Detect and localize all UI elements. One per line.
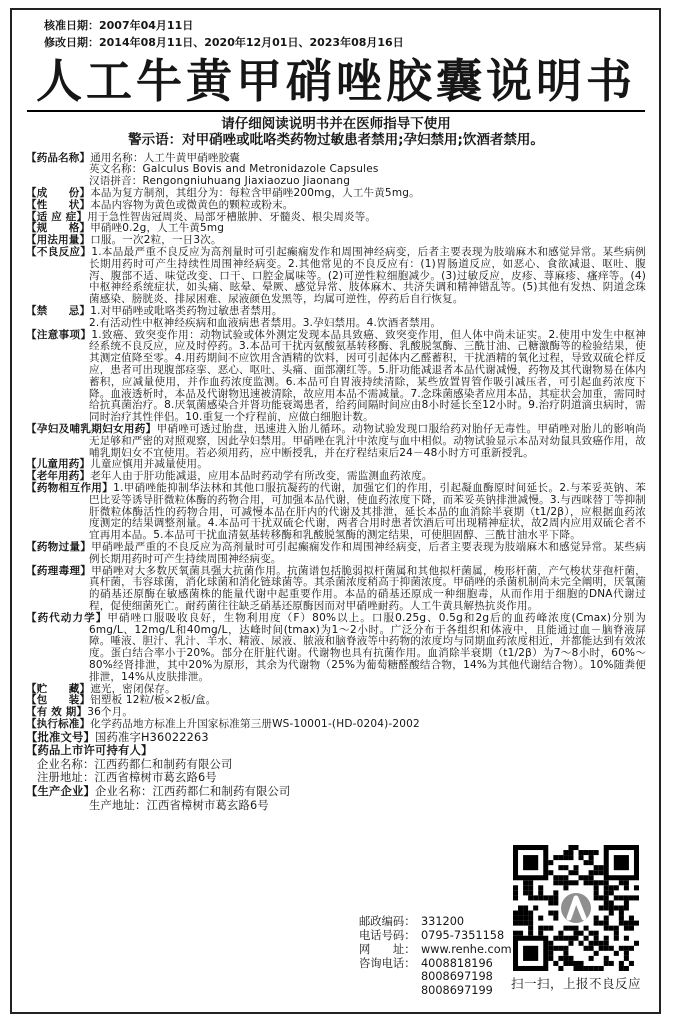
section-label: 【孕妇及哺乳期妇女用药】 [26, 422, 157, 435]
section-overdose [26, 542, 646, 566]
section-text: 老年人由于肝功能减退，应用本品时药动学有所改变，需监测血药浓度。 [90, 470, 433, 483]
section-pharmacokinetics [26, 613, 646, 684]
section-text: 甲硝唑最严重的不良反应为高剂量时可引起癫痫发作和周围神经病变，后者主要表现为肢端麻木和感觉异常。某些病例长期用药时可产生持续周围神经病变。 [89, 540, 646, 565]
section-text: 36个月。 [87, 706, 134, 719]
section-text: 口服。一次2粒，一日3次。 [90, 234, 222, 247]
revision-date: 修改日期：2014年08月11日、2020年12月01日、2023年08月16日 [44, 35, 404, 49]
section-text: 甲硝唑口服吸收良好，生物利用度（F）80%以上。口服0.25g、0.5g和2g后的血药峰浓度(Cmax)分别为6mg/L、12mg/L和40mg/L，达峰时间(tmax)为1～2小时。广泛分布于各组织和体液中，且能通过血－脑脊液屏障。唾液、胆汁、乳汁、羊水、精液、尿液、脓液和脑脊液等中药物的浓度均与同期血药浓度相近，并都能达到有效浓度。蛋白结合率小于20%。部分在肝脏代谢。代谢物也具有抗菌作用。血消除半衰期（t1/2β）为7～8小时，60%～80%经肾排泄，其中20%为原形，其余为代谢物（25%为葡萄糖醛酸结合物，14%为其他代谢结合物）。10%随粪便排泄，14%从皮肤排泄。 [89, 611, 647, 683]
document-title: 人工牛黄甲硝唑胶囊说明书 [36, 54, 636, 108]
section-label: 【不良反应】 [26, 246, 92, 259]
section-manufacturer [26, 785, 361, 812]
hotline-row: 咨询电话： 4008818196 [359, 956, 493, 970]
postal-code-row: 邮政编码： 331200 [359, 915, 465, 929]
generic-name-line: 通用名称：人工牛黄甲硝唑胶囊 [90, 151, 241, 164]
section-pharmacology-toxicology [26, 566, 646, 613]
section-text: 遮光，密闭保存。 [90, 682, 176, 695]
section-text: 化学药品地方标准上升国家标准第三册WS-10001-(HD-0204)-2002 [90, 717, 420, 730]
bottom-left-block [26, 731, 361, 813]
warning-statement: 警示语：对甲硝唑或吡咯类药物过敏患者禁用;孕妇禁用;饮酒者禁用。 [128, 131, 544, 148]
title-divider [27, 110, 645, 112]
section-label: 【注意事项】 [26, 328, 92, 341]
date-block [44, 18, 646, 51]
contact-block [359, 915, 512, 998]
adverse-reaction-report-qr [508, 845, 644, 992]
section-label: 【药物相互作用】 [26, 481, 114, 494]
section-precautions [26, 330, 646, 424]
section-text: 甲硝唑0.2g，人工牛黄5mg [90, 222, 225, 235]
section-text: 国药准字H36022263 [94, 730, 209, 744]
section-standard [26, 719, 646, 731]
section-contraindications [26, 306, 646, 330]
section-label: 【药品上市许可持有人】 [26, 744, 153, 758]
package-insert-page [10, 8, 661, 1014]
section-label: 【有 效 期】 [26, 706, 88, 719]
registered-address-line: 注册地址：江西省樟树市葛玄路6号 [37, 771, 217, 785]
section-text: 铝塑板 12粒/板×2板/盒。 [90, 694, 217, 707]
section-text: 2.有活动性中枢神经疾病和血液病患者禁用。3.孕妇禁用。4.饮酒者禁用。 [89, 316, 442, 329]
section-label: 【执行标准】 [26, 717, 91, 730]
section-drug-interactions [26, 483, 646, 542]
section-label: 【禁 忌】 [26, 305, 91, 318]
company-name-line: 企业名称：江西药都仁和制药有限公司 [37, 757, 233, 771]
section-text: 用于急性智齿冠周炎、局部牙槽脓肿、牙髓炎、根尖周炎等。 [87, 210, 377, 223]
section-text: 1.致癌、致突变作用：动物试验或体外测定发现本品具致癌、致突变作用，但人体中尚未证实。2.使用中发生中枢神经系统不良反应，应及时停药。3.本品可干扰丙氨酸氨基转移酶、乳酸脱氢酶、三酰甘油、己糖激酶等的检验结果，使其测定值降至零。4.用药期间不应饮用含酒精的饮料，因可引起体内乙醛蓄积，干扰酒精的氧化过程，导致双硫仑样反应，患者可出现腹部痉挛、恶心、呕吐、头痛、面部潮红等。5.肝功能减退者本品代谢减慢，药物及其代谢物易在体内蓄积，应减量使用，并作血药浓度监测。6.本品可自胃液持续清除，某些放置胃管作吸引减压者，可引起血药浓度下降。血液透析时，本品及代谢物迅速被清除，故应用本品不需减量。7.念珠菌感染者应用本品，其症状会加重，需同时给抗真菌治疗。8.厌氧菌感染合并肾功能衰竭患者，给药间隔时间应由8小时延长至12小时。9.治疗阴道滴虫病时，需同时治疗其性伴侣。10.重复一个疗程前，应做白细胞计数。 [89, 328, 646, 424]
qr-caption: 扫一扫，上报不良反应 [510, 976, 641, 991]
section-pregnancy-lactation [26, 424, 646, 459]
read-carefully-note: 请仔细阅读说明书并在医师指导下使用 [221, 115, 451, 132]
section-label: 【生产企业】 [26, 785, 95, 799]
section-label: 【规 格】 [26, 222, 91, 235]
section-text: 甲硝唑可透过胎盘，迅速进入胎儿循环。动物试验发现口服给药对胎仔无毒性。甲硝唑对胎儿的影响尚无足够和严密的对照观察，因此孕妇禁用。甲硝唑在乳汁中浓度与血中相似。动物试验显示本品对幼鼠具致癌作用，故哺乳期妇女不宜使用。若必须用药，应中断授乳，并在疗程结束后24－48小时方可重新授乳。 [89, 422, 646, 459]
approval-date: 核准日期：2007年04月11日 [44, 19, 194, 32]
section-label: 【性 状】 [26, 198, 91, 211]
section-label: 【药品名称】 [26, 151, 91, 164]
section-license-holder [26, 744, 361, 785]
section-text: 1.甲硝唑能抑制华法林和其他口服抗凝药的代谢，加强它们的作用，引起凝血酶原时间延长。2.与苯妥英钠、苯巴比妥等诱导肝微粒体酶的药物合用，可加强本品代谢，使血药浓度下降，而苯妥英钠排泄减慢。3.与西咪替丁等抑制肝微粒体酶活性的药物合用，可减慢本品在肝内的代谢及其排泄，延长本品的血消除半衰期（t1/2β），应根据血药浓度测定的结果调整剂量。4.本品可干扰双硫仑代谢，两者合用时患者饮酒后可出现精神症状，故2周内应用双硫仑者不宜再用本品。5.本品可干扰血清氨基转移酶和乳酸脱氢酶的测定结果，可使胆固醇、三酰甘油水平下降。 [89, 481, 646, 542]
section-label: 【老年用药】 [26, 470, 91, 483]
section-label: 【儿童用药】 [26, 458, 91, 471]
section-text: 本品内容物为黄色或微黄色的颗粒或粉末。 [90, 198, 294, 211]
section-label: 【用法用量】 [26, 234, 91, 247]
section-label: 【适 应 症】 [26, 210, 88, 223]
section-label: 【包 装】 [26, 694, 91, 707]
section-adverse-reactions [26, 247, 646, 306]
sections [26, 153, 646, 813]
section-text: 1.本品最严重不良反应为高剂量时可引起癫痫发作和周围神经病变，后者主要表现为肢端麻木和感觉异常。某些病例长期用药时可产生持续性周围神经病变。2.其他常见的不良反应有：(1)胃肠道反应，如恶心、食欲减退、呕吐、腹泻、腹部不适、味觉改变、口干、口腔金属味等。(2)可逆性粒细胞减少。(3)过敏反应，皮疹、荨麻疹、瘙痒等。(4)中枢神经系统症状，如头痛、眩晕、晕厥、感觉异常、肢体麻木、共济失调和精神错乱等。(5)其他有发热、阴道念珠菌感染、膀胱炎、排尿困难、尿液颜色发黑等，均属可逆性，停药后自行恢复。 [89, 246, 646, 306]
section-label: 【药代动力学】 [26, 611, 108, 624]
manufacturer-name-line: 企业名称：江西药都仁和制药有限公司 [94, 785, 291, 799]
section-label: 【成 份】 [26, 187, 91, 200]
website-row: 网 址： www.renhe.com [359, 942, 512, 956]
section-text: 儿童应慎用并减量使用。 [90, 458, 208, 471]
english-name-line: 英文名称：Galculus Bovis and Metronidazole Capsules [89, 163, 379, 176]
section-text: 甲硝唑对大多数厌氧菌具强大抗菌作用。抗菌谱包括脆弱拟杆菌属和其他拟杆菌属，梭形杆菌，产气梭状芽孢杆菌，真杆菌，韦容球菌，消化球菌和消化链球菌等。其杀菌浓度稍高于抑菌浓度。甲硝唑的杀菌机制尚未完全阐明，厌氧菌的硝基还原酶在敏感菌株的能量代谢中起重要作用。本品的硝基还原成一种细胞毒，从而作用于细胞的DNA代谢过程，促使细菌死亡。耐药菌往往缺乏硝基还原酶因而对甲硝唑耐药。人工牛黄具解热抗炎作用。 [89, 564, 646, 612]
section-text: 1.对甲硝唑或吡咯类药物过敏患者禁用。 [90, 305, 283, 318]
pinyin-name-line: 汉语拼音：Rengongniuhuang Jiaxiaozuo Jiaonang [89, 175, 351, 188]
qr-code-icon [513, 845, 639, 971]
hotline-row: 8008697199 [421, 984, 493, 998]
manufacturer-address-line: 生产地址：江西省樟树市葛玄路6号 [89, 798, 269, 812]
section-label: 【贮 藏】 [26, 682, 91, 695]
section-approval-number [26, 731, 361, 745]
section-label: 【批准文号】 [26, 730, 95, 744]
section-drug-name [26, 153, 646, 188]
section-label: 【药物过量】 [26, 540, 92, 553]
phone-row: 电话号码： 0795-7351158 [359, 929, 505, 943]
section-label: 【药理毒理】 [26, 564, 92, 577]
hotline-row: 8008697198 [421, 970, 493, 984]
section-text: 本品为复方制剂，其组分为：每粒含甲硝唑200mg，人工牛黄5mg。 [90, 187, 420, 200]
